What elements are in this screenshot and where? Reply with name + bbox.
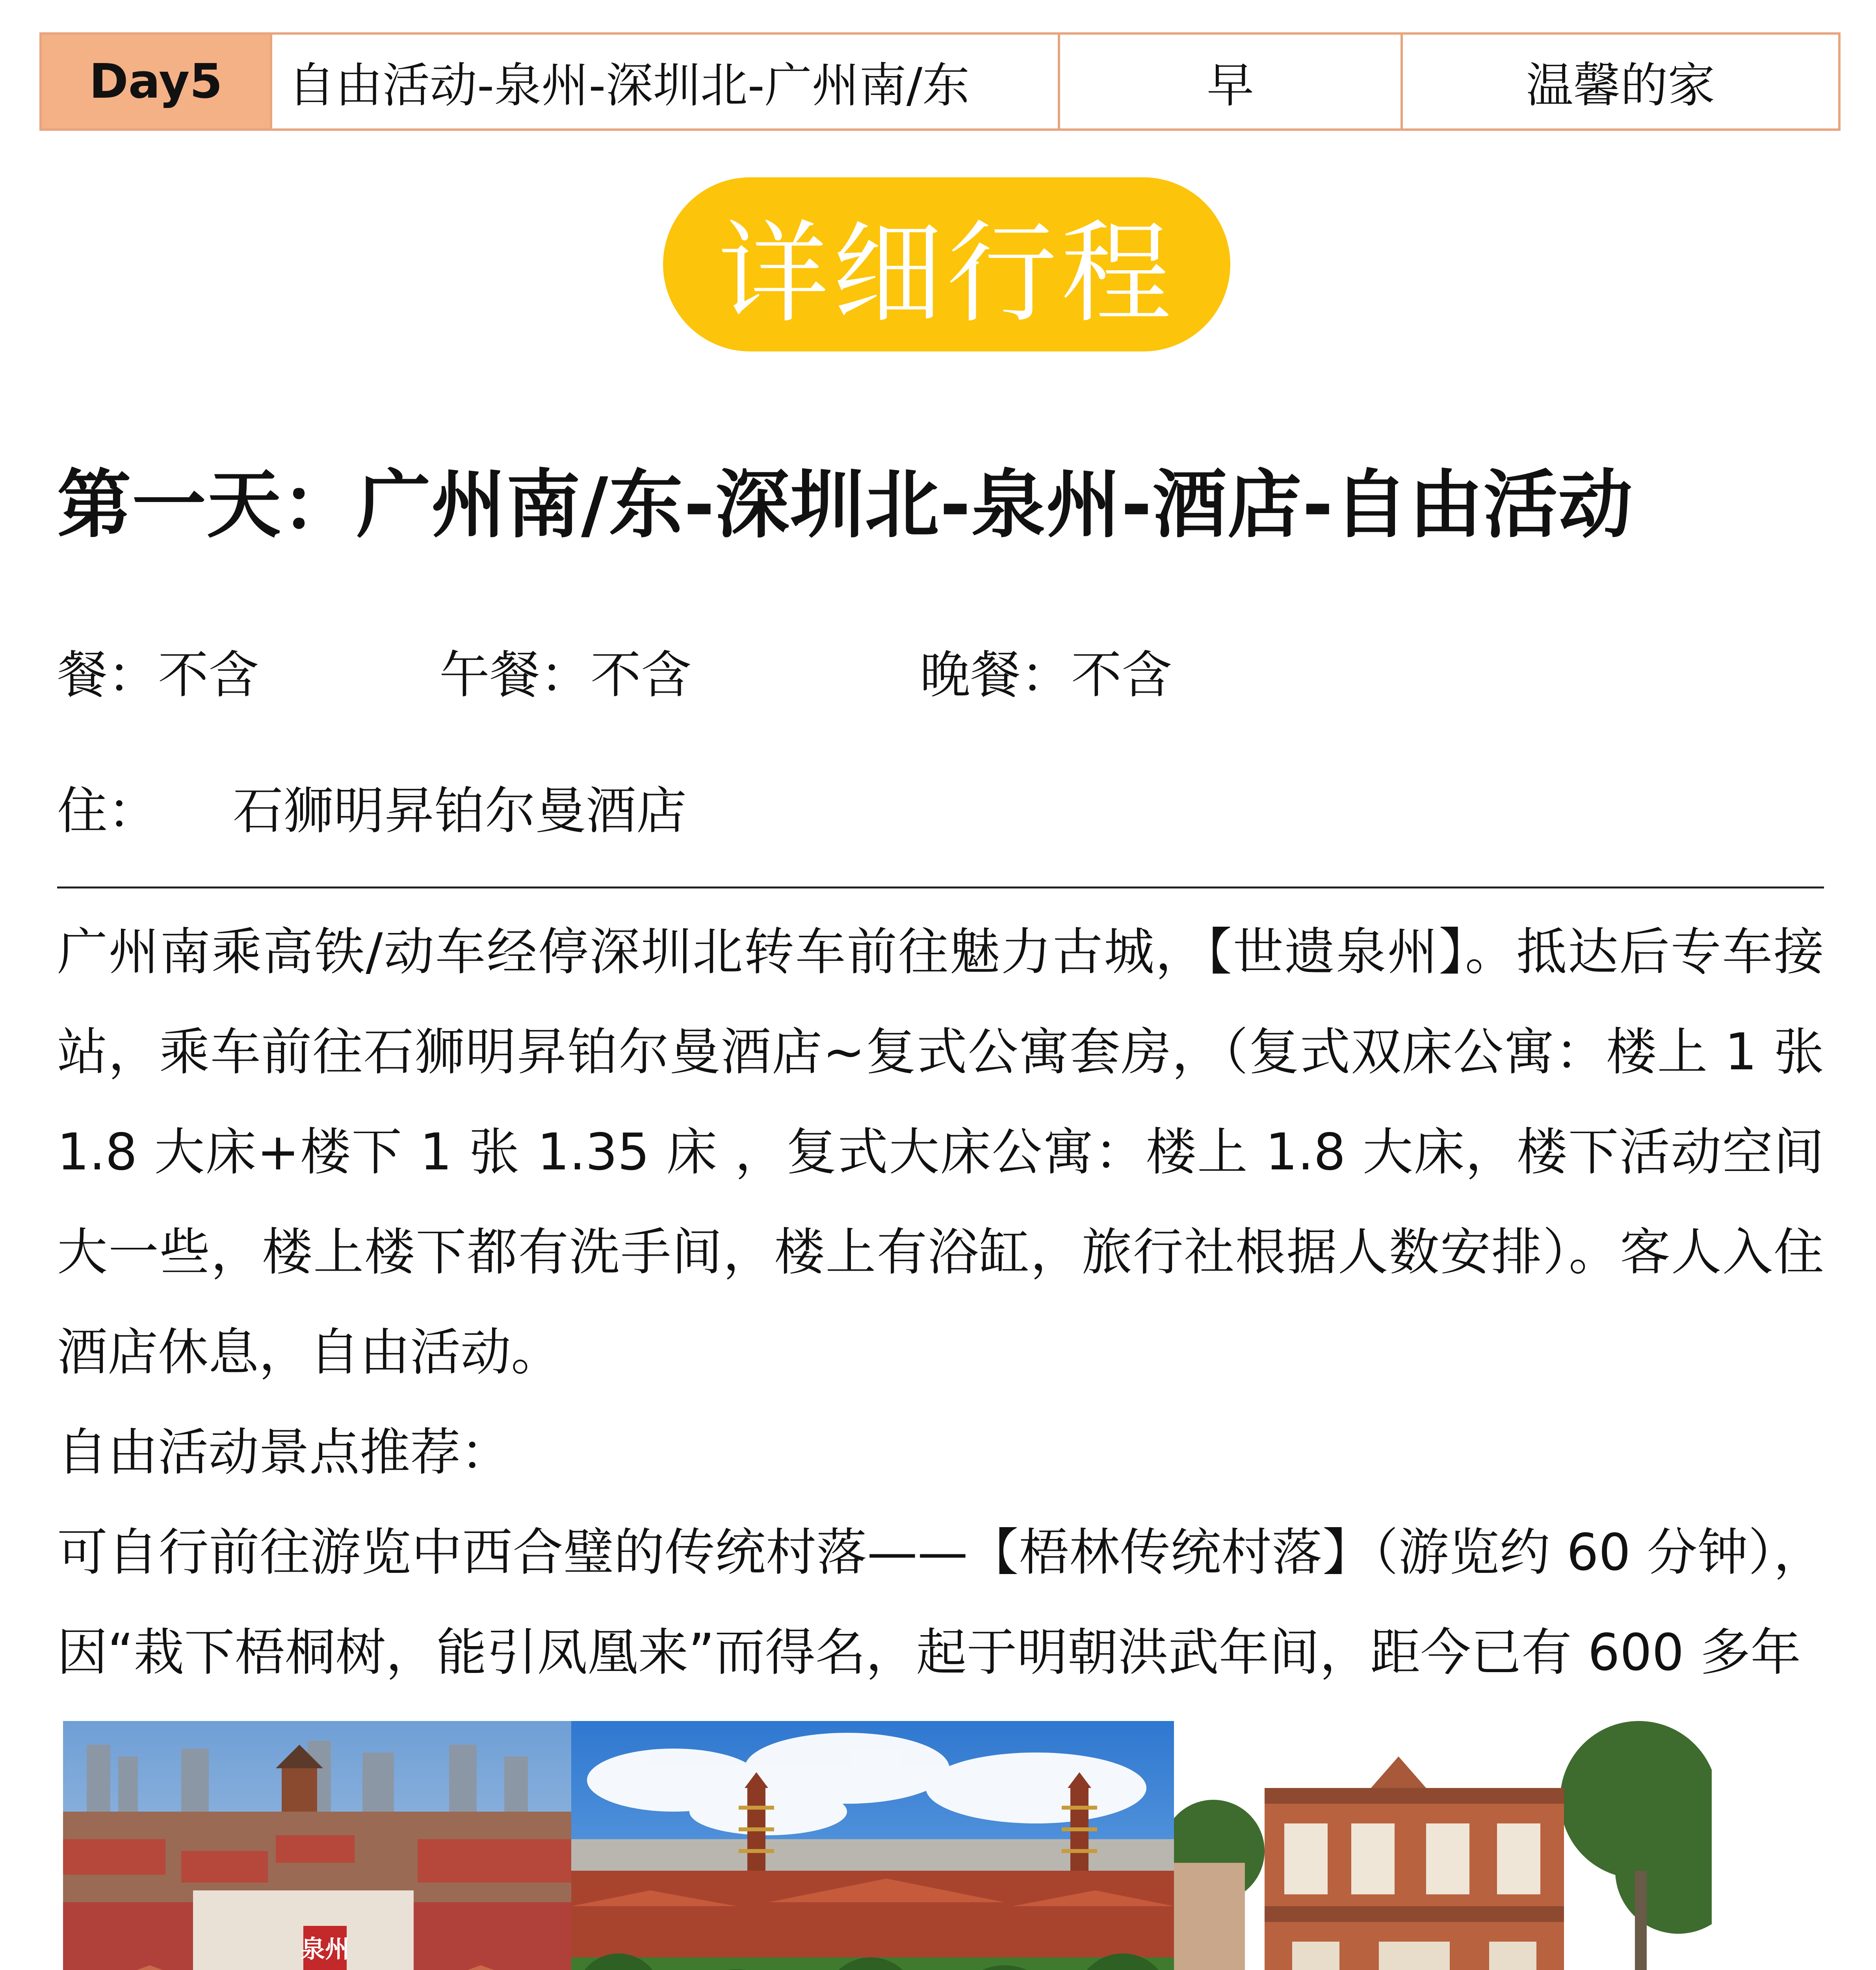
photo-wulin-village (1174, 1721, 1712, 1970)
stay-hotel: 石狮明昇铂尔曼酒店 (233, 782, 687, 840)
photo-sign-text: 泉州 (300, 1935, 350, 1963)
photo-strip (63, 1721, 1712, 1970)
lunch-info: 午餐：不含 (439, 646, 692, 704)
hotel-cell: 温馨的家 (1526, 58, 1715, 113)
breakfast-info: 餐：不含 (57, 646, 259, 704)
day-title: 第一天：广州南/东-深圳北-泉州-酒店-自由活动 (57, 462, 1633, 548)
meal-cell: 早 (1060, 35, 1403, 128)
stay-label: 住： (57, 782, 158, 840)
itinerary-paragraph-2: 可自行前往游览中西合璧的传统村落——【梧林传统村落】（游览约 60 分钟），因“栽下梧桐树，能引凤凰来”而得名，起于明朝洪武年间，距今已有 600 多年 (57, 1523, 1824, 1682)
day-summary-table (39, 32, 1841, 131)
photo-kaiyuan-temple (571, 1721, 1174, 1970)
day-cell: Day5 (42, 35, 272, 128)
divider (57, 886, 1824, 888)
section-label-pill: 详细行程 (663, 177, 1230, 351)
recommendation-heading: 自由活动景点推荐： (57, 1423, 511, 1482)
dinner-info: 晚餐：不含 (920, 646, 1172, 704)
stay-row (57, 770, 687, 843)
route-cell: 自由活动-泉州-深圳北-广州南/东 (272, 35, 1060, 128)
itinerary-paragraph-1: 广州南乘高铁/动车经停深圳北转车前往魅力古城，【世遗泉州】。抵达后专车接站，乘车前往石狮明昇铂尔曼酒店~复式公寓套房，（复式双床公寓：楼上 1 张 1.8 大床+楼下 1 张 1.35 床 ，复式大床公寓：楼上 1.8 大床，楼下活动空间大一些，楼上楼下都有洗手间，楼上有浴缸，旅行社根据人数安排）。客人入住酒店休息，自由活动。 (57, 923, 1824, 1382)
photo-quanzhou-city (63, 1721, 571, 1970)
